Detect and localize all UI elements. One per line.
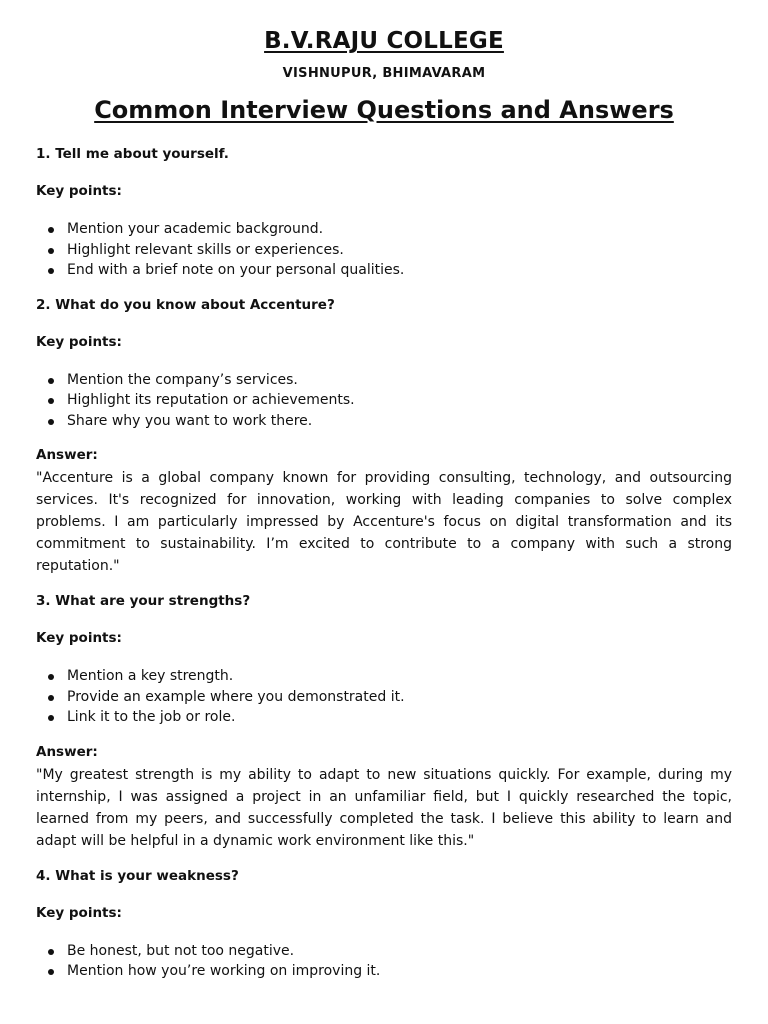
answer-text: "Accenture is a global company known for providing consulting, technology, and outsourcing services. It's recognized for innovation, working with leading companies to solve complex problems. I am particularly impressed by Accenture's focus on digital transformation and its commitment to sustainability. I’m excited to contribute to a company with such a strong reputation." [36, 470, 732, 574]
question-heading: 4. What is your weakness? [36, 867, 239, 884]
key-point: Mention how you’re working on improving it. [67, 961, 732, 982]
key-point: Highlight relevant skills or experiences. [67, 240, 732, 261]
question-section [36, 296, 732, 578]
college-name: B.V.RAJU COLLEGE [264, 28, 504, 54]
answer-text: "My greatest strength is my ability to adapt to new situations quickly. For example, during my internship, I was assigned a project in an unfamiliar field, but I quickly researched the topic, learned from my peers, and successfully completed the task. I believe this ability to learn and adapt will be helpful in a dynamic work environment like this." [36, 766, 732, 849]
key-points-list [36, 941, 732, 982]
key-point: Be honest, but not too negative. [67, 941, 732, 962]
key-point: Share why you want to work there. [67, 411, 732, 432]
question-section [36, 867, 732, 982]
question-section [36, 592, 732, 852]
question-section [36, 145, 732, 281]
key-point: Provide an example where you demonstrated it. [67, 687, 732, 708]
key-points-label: Key points: [36, 630, 122, 646]
key-points-label: Key points: [36, 333, 122, 350]
college-location: VISHNUPUR, BHIMAVARAM [282, 66, 486, 81]
question-heading: 1. Tell me about yourself. [36, 146, 229, 162]
question-heading: 2. What do you know about Accenture? [36, 296, 335, 313]
answer-label: Answer: [36, 447, 98, 463]
key-points-label: Key points: [36, 183, 122, 199]
answer-label: Answer: [36, 743, 98, 760]
question-heading: 3. What are your strengths? [36, 593, 251, 609]
key-point: Mention the company’s services. [67, 370, 732, 391]
key-point: Mention a key strength. [67, 666, 732, 687]
key-points-list [36, 370, 732, 432]
key-points-list [36, 219, 732, 281]
key-points-list [36, 666, 732, 728]
document-body [36, 145, 732, 982]
key-point: End with a brief note on your personal qualities. [67, 260, 732, 281]
key-point: Mention your academic background. [67, 219, 732, 240]
key-point: Highlight its reputation or achievements. [67, 390, 732, 411]
key-point: Link it to the job or role. [67, 707, 732, 728]
page-title: Common Interview Questions and Answers [94, 96, 674, 124]
key-points-label: Key points: [36, 904, 122, 921]
